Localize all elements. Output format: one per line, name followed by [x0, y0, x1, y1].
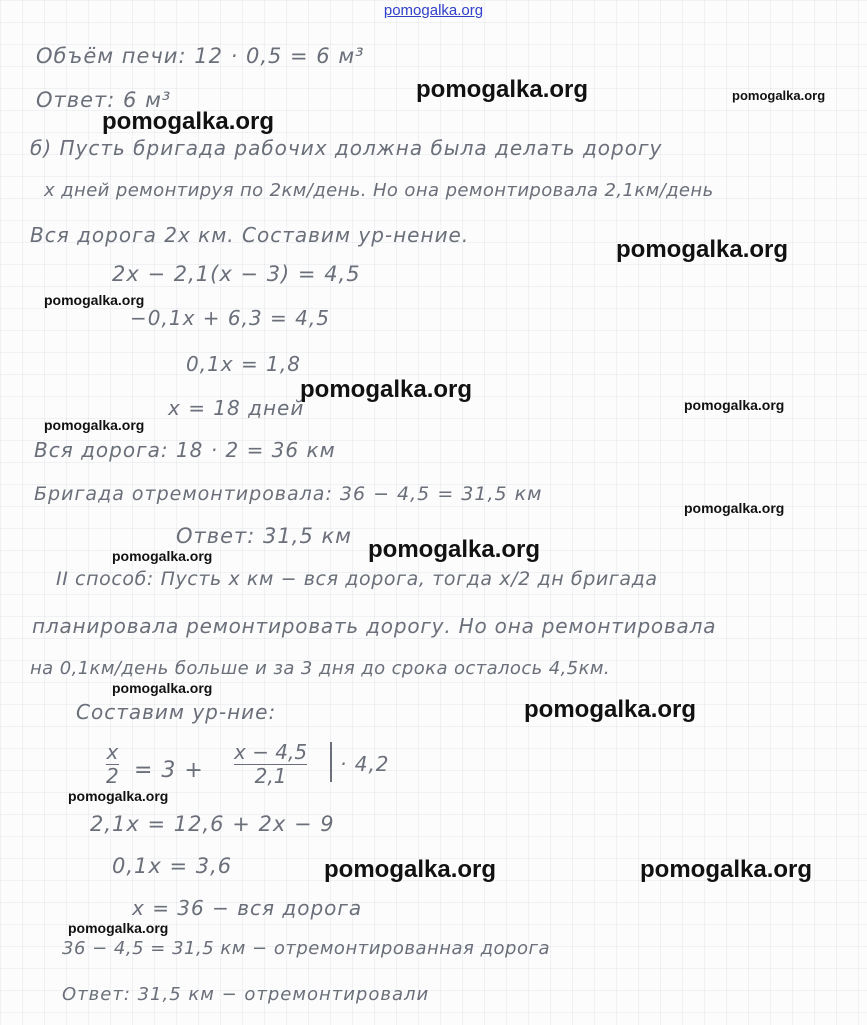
line-repaired: Бригада отремонтировала: 36 − 4,5 = 31,5 км — [34, 483, 543, 505]
watermark: pomogalka.org — [324, 856, 497, 883]
site-link[interactable]: pomogalka.org — [383, 2, 484, 19]
eq-1: 2x − 2,1(x − 3) = 4,5 — [112, 262, 361, 286]
line-b-2: x дней ремонтируя по 2км/день. Но она ремонтировала 2,1км/день — [44, 180, 714, 201]
line-answer-1: Ответ: 6 м³ — [36, 88, 172, 112]
watermark: pomogalka.org — [102, 108, 275, 135]
watermark: pomogalka.org — [616, 236, 789, 263]
line-answer-2: Ответ: 31,5 км — [176, 524, 353, 548]
line-method-2b: планировала ремонтировать дорогу. Но она ремонтировала — [32, 614, 717, 638]
frac-right-num: x − 4,5 — [234, 740, 308, 764]
eq-3: 0,1x = 1,8 — [186, 352, 301, 376]
watermark: pomogalka.org — [524, 696, 697, 723]
watermark: pomogalka.org — [68, 788, 169, 804]
line-method-2: II способ: Пусть x км − вся дорога, тогда x/2 дн бригада — [56, 568, 658, 590]
eq-4: x = 18 дней — [168, 396, 305, 420]
line-oven-volume: Объём печи: 12 · 0,5 = 6 м³ — [36, 44, 365, 68]
watermark: pomogalka.org — [368, 536, 541, 563]
watermark: pomogalka.org — [684, 397, 785, 413]
watermark: pomogalka.org — [68, 920, 169, 936]
line-repaired-2: 36 − 4,5 = 31,5 км − отремонтированная дорога — [62, 938, 550, 959]
eq-mid: = 3 + — [134, 758, 204, 783]
watermark: pomogalka.org — [684, 500, 785, 516]
line-whole-road: Вся дорога: 18 · 2 = 36 км — [34, 438, 336, 462]
watermark: pomogalka.org — [732, 88, 826, 103]
eq-5: 2,1x = 12,6 + 2x − 9 — [90, 812, 335, 836]
watermark: pomogalka.org — [416, 76, 589, 103]
eq-7: x = 36 − вся дорога — [132, 896, 363, 920]
eq-mult: · 4,2 — [340, 752, 390, 776]
frac-left-num: x — [106, 740, 119, 764]
watermark: pomogalka.org — [44, 292, 145, 308]
watermark: pomogalka.org — [44, 417, 145, 433]
frac-right — [234, 742, 307, 787]
watermark: pomogalka.org — [112, 680, 213, 696]
line-method-2c: на 0,1км/день больше и за 3 дня до срока осталось 4,5км. — [30, 658, 610, 679]
frac-left-den: 2 — [106, 764, 119, 788]
frac-right-den: 2,1 — [254, 764, 287, 788]
frac-left — [106, 742, 119, 787]
eq-2: −0,1x + 6,3 = 4,5 — [130, 306, 330, 330]
watermark: pomogalka.org — [112, 548, 213, 564]
line-answer-3: Ответ: 31,5 км − отремонтировали — [62, 984, 430, 1005]
multiply-bar — [330, 742, 332, 782]
line-compose-eq: Составим ур-ние: — [76, 700, 277, 724]
line-b-start: б) Пусть бригада рабочих должна была делать дорогу — [30, 136, 663, 160]
watermark: pomogalka.org — [300, 376, 473, 403]
eq-6: 0,1x = 3,6 — [112, 854, 233, 878]
watermark: pomogalka.org — [640, 856, 813, 883]
line-b-3: Вся дорога 2x км. Составим ур-нение. — [30, 223, 470, 247]
